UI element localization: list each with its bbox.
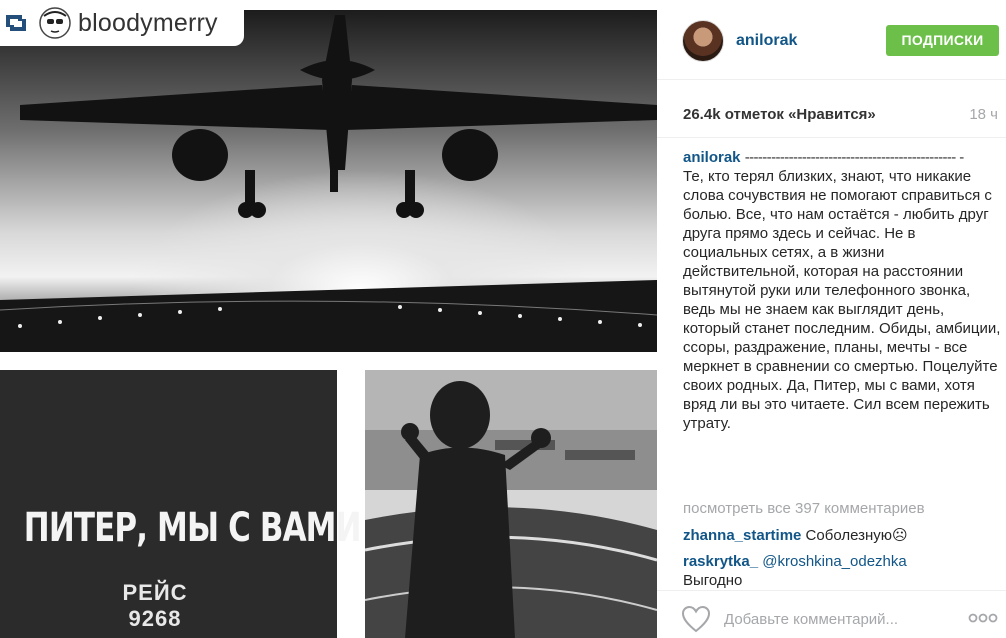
caption-author[interactable]: anilorak: [683, 149, 741, 166]
caption-dashes: ------------------------------------------------ -: [744, 149, 964, 166]
heart-icon[interactable]: [681, 605, 711, 633]
post-time[interactable]: 18 ч: [969, 106, 998, 123]
author-username[interactable]: anilorak: [736, 32, 798, 49]
post-caption: [683, 148, 1001, 433]
repost-icon: [2, 9, 30, 37]
comment-text: Выгодно: [683, 572, 743, 589]
regram-handle: bloodymerry: [78, 8, 218, 37]
comment-mention[interactable]: @kroshkina_odezhka: [762, 553, 907, 570]
likes-count[interactable]: 26.4k отметок «Нравится»: [683, 106, 876, 123]
add-comment-input[interactable]: Добавьте комментарий...: [724, 611, 899, 628]
comment-author[interactable]: raskrytka_: [683, 553, 759, 570]
comment-text: Соболезную☹: [805, 527, 908, 544]
comment-item: [683, 526, 1001, 545]
post-sidebar: [657, 0, 1006, 638]
plane-landing-image: [0, 10, 657, 352]
follow-button[interactable]: ПОДПИСКИ: [886, 25, 999, 56]
comment-author[interactable]: zhanna_startime: [683, 527, 802, 544]
more-options-icon[interactable]: [968, 611, 998, 625]
view-all-comments-link[interactable]: посмотреть все 397 комментариев: [683, 500, 925, 517]
child-at-window-image: [365, 370, 657, 638]
regram-banner: [0, 0, 244, 46]
tribute-poster: [0, 370, 361, 638]
post-header: [657, 0, 1006, 80]
author-avatar[interactable]: [682, 20, 724, 62]
caption-text: Те, кто терял близких, знают, что никакие слова сочувствия не помогают справиться с болью. Все, что нам остаётся - любить друг друга прямо здесь и сейчас. Не в социальных сетях, а в жизни действительной, которая на расстоянии вытянутой руки или телефонного звонка, ведь мы не знаем как выглядит день, который станет последним. Обиды, амбиции, ссоры, раздражение, планы, мечты - все меркнет в сравнении со смертью. Поцелуйте своих родных. Да, Питер, мы с вами, хотя вряд ли вы это читаете. Сил всем пережить утрату.: [683, 168, 1001, 432]
likes-row: [657, 80, 1006, 138]
comment-footer: [657, 590, 1006, 638]
poster-main-text: ПИТЕР, МЫ С ВАМИ: [23, 505, 361, 551]
poster-flight-text: РЕЙС 9268: [122, 580, 188, 631]
regram-avatar: [38, 6, 72, 40]
comment-item: [683, 552, 1001, 590]
